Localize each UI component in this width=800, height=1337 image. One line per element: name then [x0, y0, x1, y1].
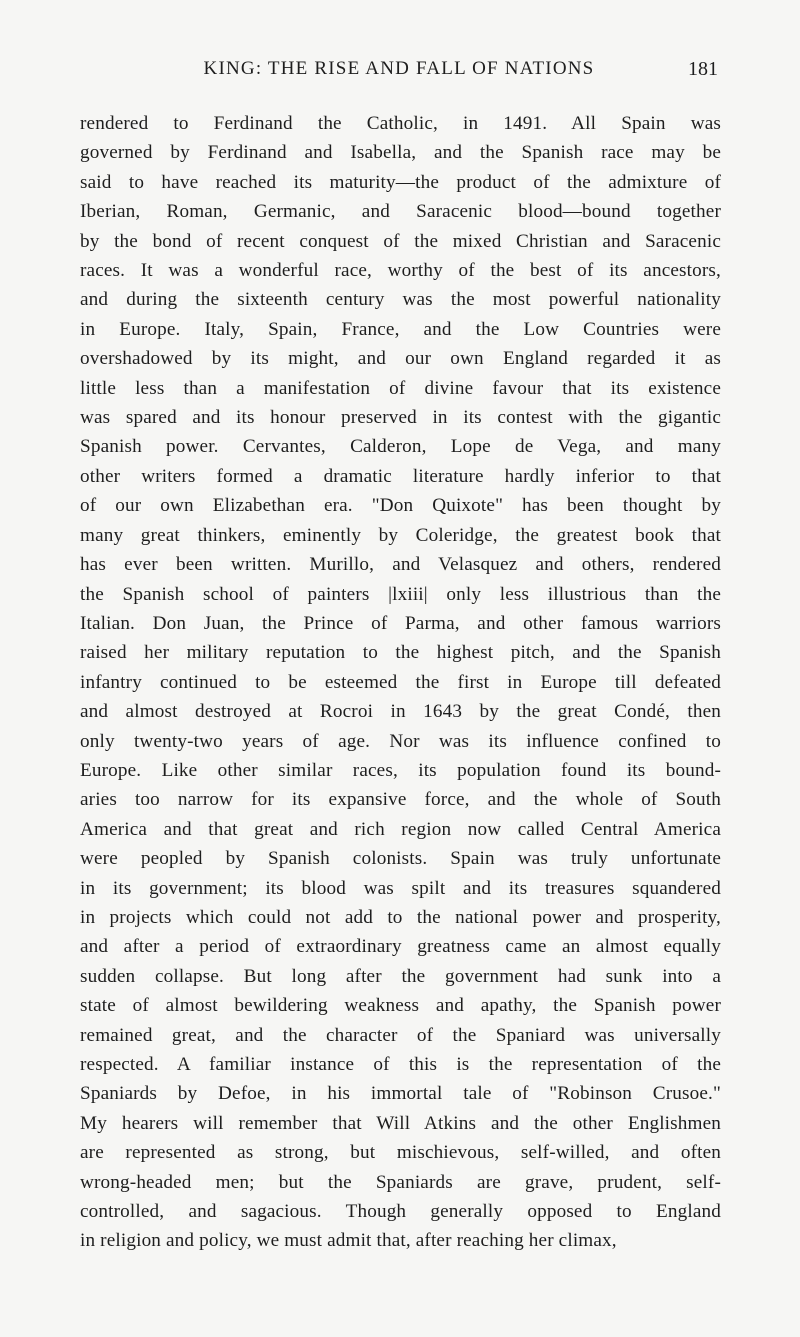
page-number: 181	[688, 58, 718, 80]
text-line: governed by Ferdinand and Isabella, and the Spanish race may be	[80, 142, 721, 164]
text-line: many great thinkers, eminently by Coleridge, the greatest book that	[80, 524, 721, 546]
text-line: overshadowed by its might, and our own England regarded it as	[80, 348, 721, 370]
text-line: are represented as strong, but mischievous, self-willed, and often	[80, 1142, 721, 1164]
text-line: in Europe. Italy, Spain, France, and the Low Countries were	[80, 318, 721, 340]
text-line: Iberian, Roman, Germanic, and Saracenic blood—bound together	[80, 201, 721, 223]
text-line: raised her military reputation to the highest pitch, and the Spanish	[80, 642, 721, 664]
text-line: respected. A familiar instance of this is the representation of the	[80, 1054, 721, 1075]
text-line: rendered to Ferdinand the Catholic, in 1491. All Spain was	[80, 113, 721, 134]
text-line: and almost destroyed at Rocroi in 1643 by the great Condé, then	[80, 701, 721, 723]
text-line: was spared and its honour preserved in its contest with the gigantic	[80, 407, 721, 429]
text-line: in religion and policy, we must admit that, after reaching her climax,	[80, 1230, 617, 1252]
text-line: America and that great and rich region now called Central America	[80, 818, 721, 840]
text-line: only twenty-two years of age. Nor was its influence confined to	[80, 730, 721, 752]
text-line: has ever been written. Murillo, and Velasquez and others, rendered	[80, 554, 721, 576]
text-line: races. It was a wonderful race, worthy of the best of its ancestors,	[80, 260, 721, 282]
text-line: were peopled by Spanish colonists. Spain was truly unfortunate	[80, 848, 721, 870]
running-head: KING: THE RISE AND FALL OF NATIONS	[203, 58, 595, 79]
text-line: aries too narrow for its expansive force, and the whole of South	[80, 789, 721, 811]
text-line: infantry continued to be esteemed the first in Europe till defeated	[80, 671, 721, 693]
text-line: and during the sixteenth century was the most powerful nationality	[80, 289, 721, 311]
text-line: little less than a manifestation of divine favour that its existence	[80, 377, 721, 399]
text-line: of our own Elizabethan era. "Don Quixote" has been thought by	[80, 495, 721, 517]
text-line: Spanish power. Cervantes, Calderon, Lope de Vega, and many	[80, 436, 721, 458]
text-line: by the bond of recent conquest of the mixed Christian and Saracenic	[80, 230, 721, 252]
text-line: sudden collapse. But long after the government had sunk into a	[80, 965, 721, 987]
text-line: My hearers will remember that Will Atkins and the other Englishmen	[80, 1112, 721, 1134]
text-line: Europe. Like other similar races, its population found its bound-	[80, 759, 721, 781]
text-line: other writers formed a dramatic literature hardly inferior to that	[80, 465, 721, 487]
text-line: remained great, and the character of the Spaniard was universally	[80, 1024, 721, 1046]
text-line: and after a period of extraordinary greatness came an almost equally	[80, 936, 721, 958]
text-line: controlled, and sagacious. Though generally opposed to England	[80, 1201, 721, 1223]
text-line: the Spanish school of painters |lxiii| only less illustrious than the	[80, 583, 721, 605]
text-line: said to have reached its maturity—the product of the admixture of	[80, 171, 721, 193]
text-line: Spaniards by Defoe, in his immortal tale of "Robinson Crusoe."	[80, 1083, 721, 1105]
text-line: wrong-headed men; but the Spaniards are grave, prudent, self-	[80, 1171, 721, 1193]
text-line: in its government; its blood was spilt and its treasures squandered	[80, 877, 721, 899]
body-paragraph	[80, 109, 721, 1256]
text-line: state of almost bewildering weakness and apathy, the Spanish power	[80, 995, 721, 1017]
text-line: in projects which could not add to the national power and prosperity,	[80, 906, 721, 928]
text-line: Italian. Don Juan, the Prince of Parma, and other famous warriors	[80, 612, 721, 634]
page-header	[80, 58, 718, 88]
